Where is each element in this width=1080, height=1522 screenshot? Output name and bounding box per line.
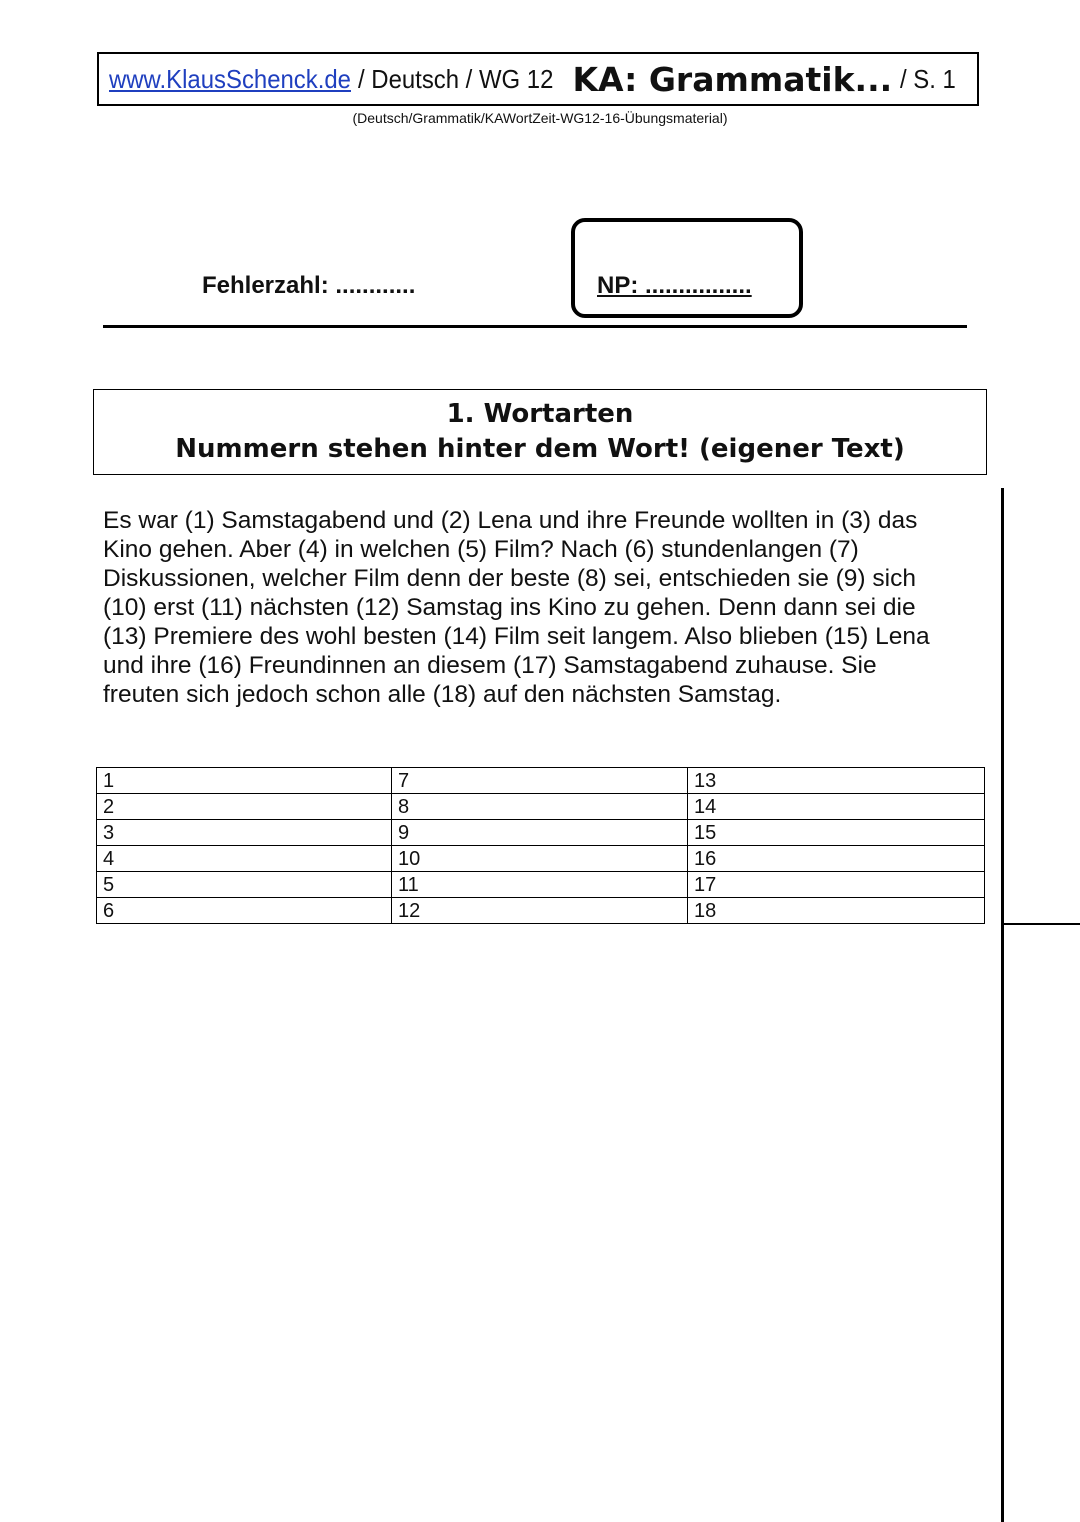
text-line: Es war (1) Samstagabend und (2) Lena und ihre Freunde wollten in (3) das	[103, 507, 918, 534]
fehlerzahl-field: Fehlerzahl: ............	[202, 272, 416, 299]
answer-table	[96, 767, 985, 924]
answer-cell[interactable]: 16	[688, 846, 985, 872]
answer-cell[interactable]: 9	[392, 820, 688, 846]
answer-cell[interactable]: 12	[392, 898, 688, 924]
page-number: / S. 1	[900, 63, 957, 94]
section-instruction: Nummern stehen hinter dem Wort! (eigener Text)	[175, 434, 905, 464]
answer-cell[interactable]: 8	[392, 794, 688, 820]
np-field: NP: ................	[597, 272, 752, 299]
answer-cell[interactable]: 7	[392, 768, 688, 794]
answer-cell[interactable]: 10	[392, 846, 688, 872]
file-path: (Deutsch/Grammatik/KAWortZeit-WG12-16-Übungsmaterial)	[352, 110, 728, 126]
table-row	[97, 768, 985, 794]
answer-cell[interactable]: 17	[688, 872, 985, 898]
answer-cell[interactable]: 4	[97, 846, 392, 872]
page-header	[97, 52, 979, 106]
document-title: KA: Grammatik...	[572, 59, 893, 99]
text-line: (13) Premiere des wohl besten (14) Film seit langem. Also blieben (15) Lena	[103, 623, 930, 650]
table-row	[97, 872, 985, 898]
np-box	[571, 218, 803, 318]
section-heading-box	[93, 389, 987, 475]
answer-cell[interactable]: 1	[97, 768, 392, 794]
answer-cell[interactable]: 11	[392, 872, 688, 898]
table-row	[97, 846, 985, 872]
table-row	[97, 820, 985, 846]
answer-cell[interactable]: 13	[688, 768, 985, 794]
divider-line	[103, 325, 967, 328]
website-link[interactable]: www.KlausSchenck.de	[109, 63, 351, 94]
answer-cell[interactable]: 14	[688, 794, 985, 820]
table-row	[97, 794, 985, 820]
text-line: freuten sich jedoch schon alle (18) auf den nächsten Samstag.	[103, 681, 782, 708]
table-row	[97, 898, 985, 924]
text-line: Kino gehen. Aber (4) in welchen (5) Film? Nach (6) stundenlangen (7)	[103, 536, 859, 563]
text-line: (10) erst (11) nächsten (12) Samstag ins Kino zu gehen. Denn dann sei die	[103, 594, 916, 621]
exercise-text	[103, 506, 983, 709]
answer-cell[interactable]: 5	[97, 872, 392, 898]
margin-line-vertical	[1001, 488, 1004, 1522]
answer-cell[interactable]: 6	[97, 898, 392, 924]
text-line: und ihre (16) Freundinnen an diesem (17) Samstagabend zuhause. Sie	[103, 652, 877, 679]
subject-label: / Deutsch / WG 12	[358, 63, 554, 94]
answer-cell[interactable]: 2	[97, 794, 392, 820]
section-title: 1. Wortarten	[446, 399, 634, 429]
text-line: Diskussionen, welcher Film denn der beste (8) sei, entschieden sie (9) sich	[103, 565, 916, 592]
answer-cell[interactable]: 15	[688, 820, 985, 846]
margin-line-horizontal	[1003, 923, 1080, 925]
answer-cell[interactable]: 18	[688, 898, 985, 924]
answer-cell[interactable]: 3	[97, 820, 392, 846]
